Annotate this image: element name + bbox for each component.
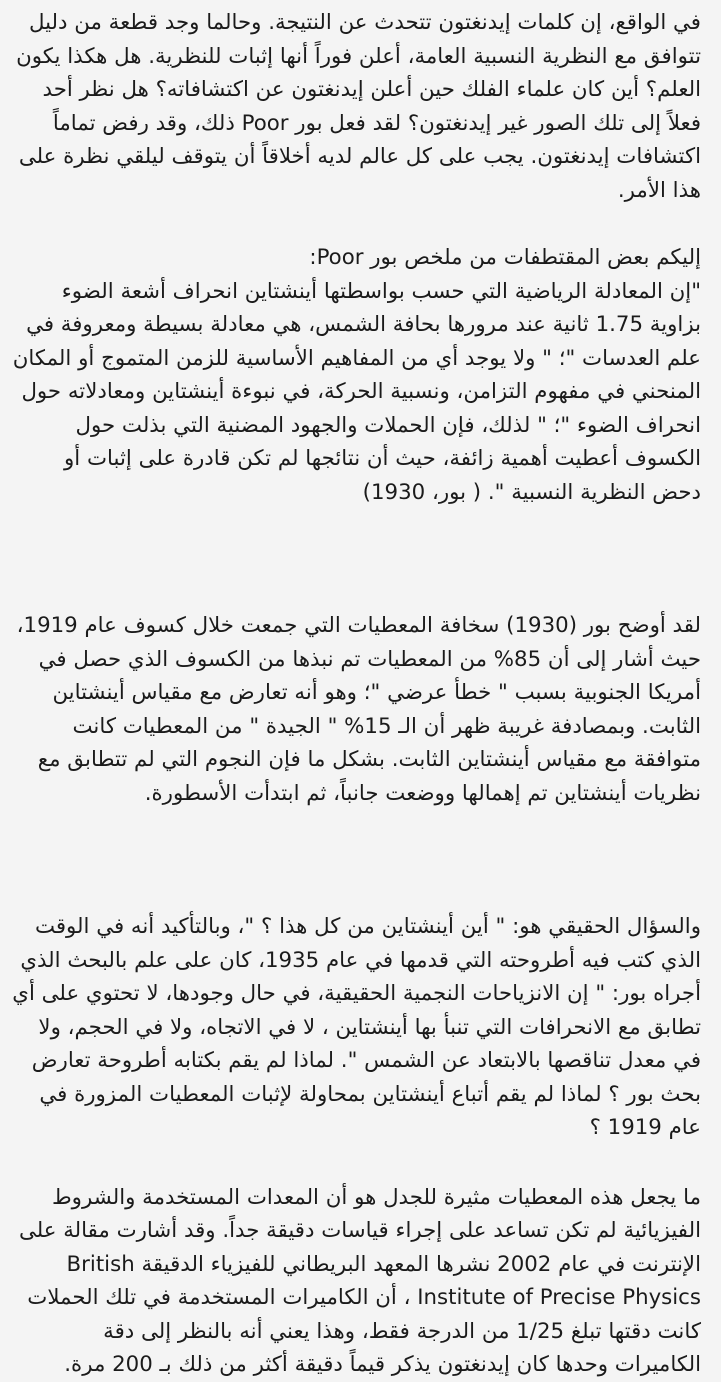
paragraph-poor-excerpts: إليكم بعض المقتطفات من ملخص بور Poor: "إن المعادلة الرياضية التي حسب بواسطتها أينشتاين انحراف أشعة الضوء بزاوية 1.75 ثانية عند مرورها بحافة الشمس، هي معادلة بسيطة ومعروفة في علم العدسات "؛ " ولا يوجد أي من المفاهيم الأساسية للزمن المتموج أو المكان المنحني في مفهوم التزامن، ونسبية الحركة، في نبوءة أينشتاين ومعادلاته حول انحراف الضوء "؛ " لذلك، فإن الحملات والجهود المضنية التي بذلت حول الكسوف أعطيت أهمية زائفة، حيث أن نتائجها لم تكن قادرة على إثبات أو دحض النظرية النسبية ". ( بور، 1930) (12, 245, 701, 505)
paragraph-gap (12, 810, 701, 910)
paragraph-gap (12, 509, 701, 609)
paragraph-equipment: ما يجعل هذه المعطيات مثيرة للجدل هو أن المعدات المستخدمة والشروط الفيزيائية لم تكن تساعد على إجراء قياسات دقيقة جداً. وقد أشارت مقالة على الإنترنت في عام 2002 نشرها المعهد البريطاني للفيزياء الدقيقة British Institute of Precise Physics ، أن الكاميرات المستخدمة في تلك الحملات كانت دقتها تبلغ 1/25 من الدرجة فقط، وهذا يعني أنه بالنظر إلى دقة الكاميرات وحدها كان إيدنغتون يذكر قيماً دقيقة أكثر من ذلك بـ 200 مرة. (18, 1184, 701, 1377)
paragraph-eddington: في الواقع، إن كلمات إيدنغتون تتحدث عن النتيجة. وحالما وجد قطعة من دليل تتوافق مع النظرية النسبية العامة، أعلن فوراً أنها إثبات للنظرية. هل هكذا يكون العلم؟ أين كان علماء الفلك حين أعلن إيدنغتون عن اكتشافاته؟ هل نظر أحد فعلاً إلى تلك الصور غير إيدنغتون؟ لقد فعل بور Poor ذلك، وقد رفض تماماً اكتشافات إيدنغتون. يجب على كل عالم لديه أخلاقاً أن يتوقف ليلقي نظرة على هذا الأمر. (16, 10, 701, 203)
paragraph-gap (12, 207, 701, 241)
paragraph-1919-data: لقد أوضح بور (1930) سخافة المعطيات التي جمعت خلال كسوف عام 1919، حيث أشار إلى أن 85% من المعطيات تم نبذها من الكسوف الذي حصل في أمريكا الجنوبية بسبب " خطأ عرضي "؛ وهو أنه تعارض مع مقياس أينشتاين الثابت. وبمصادفة غريبة ظهر أن الـ 15% " الجيدة " من المعطيات كانت متوافقة مع مقياس أينشتاين الثابت. بشكل ما فإن النجوم التي لم تتطابق مع نظريات أينشتاين تم إهمالها ووضعت جانباً، ثم ابتدأت الأسطورة. (16, 613, 701, 806)
paragraph-gap (12, 1145, 701, 1181)
paragraph-real-question: والسؤال الحقيقي هو: " أين أينشتاين من كل هذا ؟ "، وبالتأكيد أنه في الوقت الذي كتب فيه أطروحته التي قدمها في عام 1935، كان على علم بالبحث الذي أجراه بور: " إن الانزياحات النجمية الحقيقية، في حال وجودها، لا تحتوي على أي تطابق مع الانحرافات التي تنبأ بها أينشتاين ، لا في الاتجاه، ولا في الحجم، ولا في معدل تناقصها بالابتعاد عن الشمس ". لماذا لم يقم بكتابه أطروحة تعارض بحث بور ؟ لماذا لم يقم أتباع أينشتاين بمحاولة لإثبات المعطيات المزورة في عام 1919 ؟ (12, 914, 701, 1140)
